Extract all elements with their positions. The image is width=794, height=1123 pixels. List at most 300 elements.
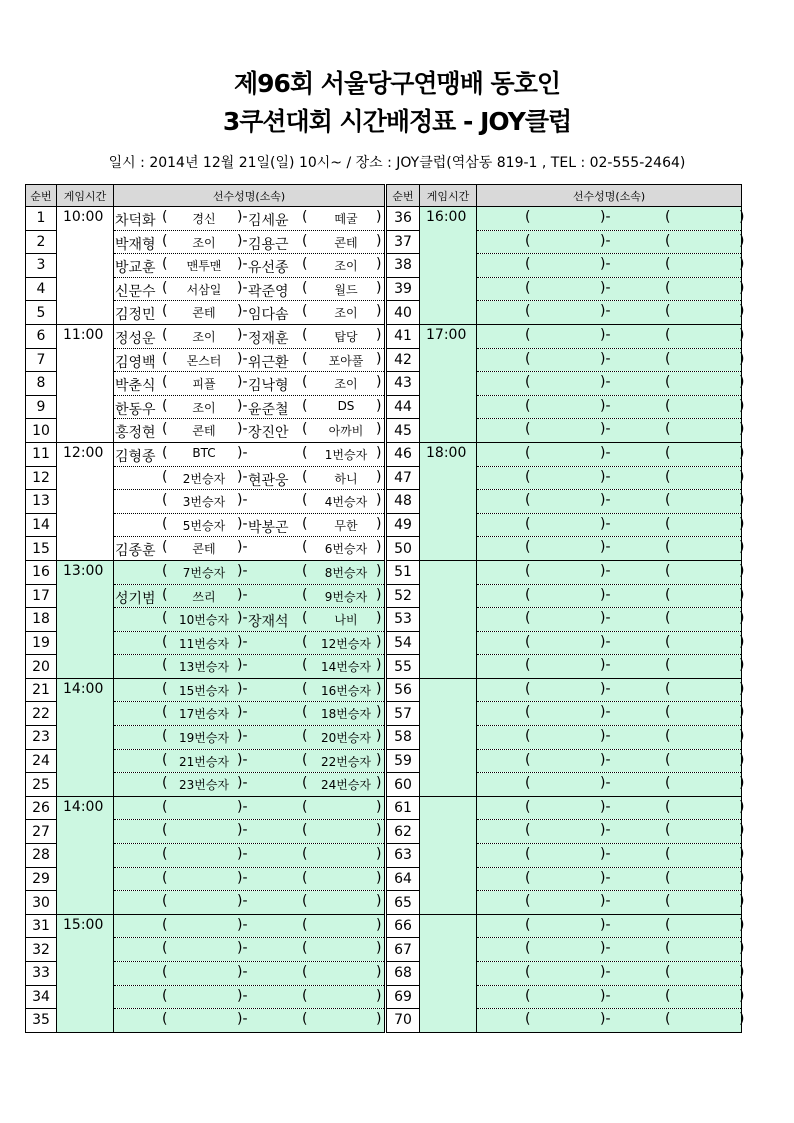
paren-close-dash: )- [600, 397, 611, 414]
paren-open: ( [525, 940, 531, 957]
paren-open: ( [665, 586, 671, 603]
paren-close-dash: )- [600, 916, 611, 933]
player-2-club: 8번승자 [324, 565, 368, 580]
match-cell [114, 820, 385, 844]
match-cell [114, 702, 385, 726]
paren-close-dash: )- [600, 633, 611, 650]
match-cell [114, 419, 385, 443]
paren-open: ( [302, 680, 308, 697]
row-number: 1 [26, 207, 57, 231]
paren-open: ( [665, 940, 671, 957]
player-2-club: 조이 [334, 259, 358, 274]
row-number: 2 [26, 230, 57, 254]
paren-close: ) [739, 940, 745, 957]
paren-open: ( [302, 256, 308, 273]
player-2-club: 24번승자 [320, 778, 372, 793]
paren-open: ( [665, 704, 671, 721]
paren-close-dash: )- [600, 492, 611, 509]
match-cell [114, 844, 385, 868]
paren-open: ( [162, 869, 168, 886]
paren-close: ) [376, 562, 382, 579]
paren-open: ( [302, 562, 308, 579]
paren-open: ( [162, 256, 168, 273]
paren-open: ( [665, 279, 671, 296]
player-2-club: 무한 [334, 518, 358, 533]
match-cell [477, 372, 745, 396]
row-number: 58 [387, 726, 420, 750]
paren-close: ) [376, 586, 382, 603]
paren-close-dash: )- [237, 728, 248, 745]
paren-open: ( [302, 987, 308, 1004]
paren-open: ( [525, 444, 531, 461]
match-cell [477, 702, 745, 726]
paren-close-dash: )- [600, 326, 611, 343]
match-cell [477, 207, 745, 231]
row-number: 59 [387, 749, 420, 773]
paren-close: ) [376, 893, 382, 910]
row-number: 4 [26, 277, 57, 301]
row-number: 39 [387, 277, 420, 301]
paren-open: ( [302, 869, 308, 886]
row-number: 37 [387, 230, 420, 254]
paren-open: ( [665, 728, 671, 745]
paren-close-dash: )- [600, 798, 611, 815]
player-1-club: 경신 [192, 212, 216, 226]
paren-open: ( [665, 397, 671, 414]
paren-open: ( [665, 492, 671, 509]
player-2-club: 하니 [334, 471, 358, 486]
paren-open: ( [665, 515, 671, 532]
match-cell [114, 537, 385, 561]
paren-close: ) [739, 798, 745, 815]
paren-close-dash: )- [237, 350, 248, 367]
player-2-name: 김세윤 [248, 213, 289, 229]
match-cell [114, 513, 385, 537]
paren-open: ( [665, 893, 671, 910]
paren-close-dash: )- [600, 256, 611, 273]
paren-close-dash: )- [237, 515, 248, 532]
paren-open: ( [302, 846, 308, 863]
paren-close: ) [739, 657, 745, 674]
paren-open: ( [302, 775, 308, 792]
paren-open: ( [665, 680, 671, 697]
paren-close: ) [376, 798, 382, 815]
player-2-name: 유선종 [248, 260, 289, 277]
paren-open: ( [525, 209, 531, 225]
match-cell [114, 891, 385, 915]
title-line-1: 제96회 서울당구연맹배 동호인 [234, 69, 560, 98]
paren-open: ( [665, 846, 671, 863]
match-cell [477, 442, 745, 466]
paren-open: ( [665, 350, 671, 367]
paren-open: ( [525, 964, 531, 980]
paren-close-dash: )- [600, 964, 611, 980]
player-1-name: 박춘식 [115, 378, 156, 395]
paren-close: ) [739, 704, 745, 721]
paren-open: ( [665, 964, 671, 980]
game-time: 14:00 [57, 678, 114, 796]
paren-open: ( [525, 562, 531, 579]
match-cell [114, 749, 385, 773]
match-cell [477, 773, 745, 797]
row-number: 22 [26, 702, 57, 726]
paren-open: ( [162, 987, 168, 1004]
paren-open: ( [302, 539, 308, 556]
paren-open: ( [525, 633, 531, 650]
title-line-2: 3쿠션대회 시간배정표 - JOY클럽 [222, 107, 572, 136]
row-number: 64 [387, 867, 420, 891]
player-1-name: 박재형 [115, 236, 156, 253]
match-cell [477, 537, 745, 561]
paren-close: ) [376, 869, 382, 886]
paren-open: ( [162, 468, 168, 485]
paren-close: ) [739, 964, 745, 980]
paren-open: ( [525, 350, 531, 367]
paren-close: ) [739, 846, 745, 863]
match-cell [114, 1009, 385, 1033]
paren-open: ( [162, 610, 168, 627]
table-row [387, 207, 742, 231]
paren-open: ( [525, 586, 531, 603]
row-number: 62 [387, 820, 420, 844]
paren-open: ( [525, 468, 531, 485]
player-2-club: 9번승자 [324, 589, 368, 604]
player-1-club: 콘테 [192, 542, 216, 557]
paren-open: ( [525, 822, 531, 839]
player-1-name: 한동우 [115, 401, 156, 418]
paren-close: ) [739, 916, 745, 933]
player-1-name: 정성운 [115, 330, 156, 347]
player-1-club: 조이 [192, 235, 216, 250]
player-2-name: 김용근 [248, 236, 289, 253]
row-number: 32 [26, 938, 57, 962]
paren-close-dash: )- [237, 869, 248, 886]
player-1-club: 3번승자 [182, 495, 226, 510]
player-2-name: 위근환 [248, 354, 289, 371]
paren-open: ( [162, 562, 168, 579]
paren-close: ) [739, 893, 745, 910]
paren-close-dash: )- [600, 680, 611, 697]
row-number: 24 [26, 749, 57, 773]
match-cell [114, 678, 385, 702]
header-time: 게임시간 [420, 185, 477, 207]
paren-open: ( [665, 209, 671, 225]
paren-close-dash: )- [237, 374, 248, 391]
paren-open: ( [525, 492, 531, 509]
event-info: 일시 : 2014년 12월 21일(일) 10시~ / 장소 : JOY클럽(역삼동 819-1 , TEL : 02-555-2464) [108, 155, 686, 171]
paren-close: ) [376, 444, 382, 461]
table-row [387, 324, 742, 348]
player-1-club: 2번승자 [182, 471, 226, 486]
paren-close: ) [376, 704, 382, 721]
paren-close: ) [376, 492, 382, 509]
schedule-table-left [25, 184, 385, 1033]
row-number: 69 [387, 985, 420, 1009]
player-1-club: 콘테 [192, 306, 216, 321]
paren-open: ( [302, 798, 308, 815]
player-2-club: 18번승자 [320, 707, 372, 722]
row-number: 27 [26, 820, 57, 844]
match-cell [114, 395, 385, 419]
paren-close-dash: )- [600, 704, 611, 721]
paren-open: ( [525, 539, 531, 556]
player-2-name: 임다솜 [248, 307, 289, 324]
row-number: 65 [387, 891, 420, 915]
row-number: 68 [387, 962, 420, 986]
paren-close-dash: )- [237, 822, 248, 839]
paren-open: ( [525, 846, 531, 863]
paren-close: ) [376, 680, 382, 697]
match-cell [114, 608, 385, 632]
header-num: 순번 [26, 185, 57, 207]
row-number: 18 [26, 608, 57, 632]
table-row [26, 796, 385, 820]
paren-close: ) [739, 539, 745, 556]
paren-open: ( [302, 751, 308, 768]
paren-open: ( [162, 893, 168, 910]
paren-open: ( [665, 326, 671, 343]
paren-close: ) [376, 350, 382, 367]
paren-close: ) [376, 964, 382, 980]
paren-open: ( [162, 209, 168, 225]
player-1-club: 조이 [192, 400, 216, 415]
paren-close-dash: )- [600, 209, 611, 225]
schedule-table-right [386, 184, 745, 1033]
match-cell [477, 726, 745, 750]
match-cell [477, 230, 745, 254]
row-number: 51 [387, 560, 420, 584]
paren-open: ( [525, 303, 531, 320]
game-time: 10:00 [57, 207, 114, 325]
paren-open: ( [665, 256, 671, 273]
player-1-club: 콘테 [192, 424, 216, 439]
player-2-club: 조이 [334, 377, 358, 392]
paren-open: ( [302, 633, 308, 650]
paren-open: ( [162, 492, 168, 509]
player-2-name: 장재석 [248, 614, 289, 631]
row-number: 15 [26, 537, 57, 561]
paren-close: ) [376, 421, 382, 438]
paren-close: ) [376, 279, 382, 296]
paren-open: ( [525, 279, 531, 296]
paren-open: ( [525, 610, 531, 627]
match-cell [477, 608, 745, 632]
paren-close: ) [739, 397, 745, 414]
paren-open: ( [525, 728, 531, 745]
paren-open: ( [525, 893, 531, 910]
row-number: 6 [26, 324, 57, 348]
table-row [26, 324, 385, 348]
table-row [387, 914, 742, 938]
match-cell [477, 678, 745, 702]
row-number: 19 [26, 631, 57, 655]
paren-open: ( [302, 1011, 308, 1028]
paren-close: ) [739, 869, 745, 886]
row-number: 16 [26, 560, 57, 584]
table-row [26, 678, 385, 702]
paren-close: ) [739, 680, 745, 697]
paren-close-dash: )- [600, 421, 611, 438]
paren-open: ( [302, 468, 308, 485]
player-1-club: 7번승자 [182, 565, 226, 580]
player-2-club: 콘테 [334, 235, 358, 250]
player-1-name: 성기범 [115, 590, 156, 607]
paren-open: ( [162, 350, 168, 367]
game-time [420, 914, 477, 1032]
row-number: 13 [26, 490, 57, 514]
table-row [26, 442, 385, 466]
player-1-club: 10번승자 [178, 613, 230, 628]
row-number: 23 [26, 726, 57, 750]
row-number: 60 [387, 773, 420, 797]
row-number: 43 [387, 372, 420, 396]
paren-close-dash: )- [237, 798, 248, 815]
player-2-name: 김낙형 [248, 378, 289, 395]
row-number: 10 [26, 419, 57, 443]
paren-close: ) [739, 610, 745, 627]
paren-close: ) [739, 326, 745, 343]
paren-open: ( [302, 728, 308, 745]
table-row [387, 678, 742, 702]
player-2-club: DS [337, 398, 355, 413]
paren-open: ( [665, 539, 671, 556]
player-1-club: 13번승자 [178, 660, 230, 675]
row-number: 63 [387, 844, 420, 868]
match-cell [114, 726, 385, 750]
paren-close: ) [739, 1011, 745, 1028]
paren-close-dash: )- [237, 232, 248, 249]
row-number: 28 [26, 844, 57, 868]
paren-open: ( [302, 232, 308, 249]
player-2-club: 14번승자 [320, 660, 372, 675]
table-row [387, 442, 742, 466]
paren-close: ) [376, 728, 382, 745]
paren-close: ) [376, 468, 382, 485]
paren-close: ) [739, 350, 745, 367]
paren-close: ) [739, 728, 745, 745]
row-number: 29 [26, 867, 57, 891]
paren-close: ) [739, 421, 745, 438]
row-number: 42 [387, 348, 420, 372]
player-1-club: 19번승자 [178, 731, 230, 746]
paren-open: ( [162, 421, 168, 438]
row-number: 40 [387, 301, 420, 325]
paren-open: ( [525, 775, 531, 792]
player-2-club: 조이 [334, 306, 358, 321]
paren-open: ( [302, 209, 308, 225]
paren-close: ) [376, 232, 382, 249]
paren-close: ) [739, 374, 745, 391]
paren-open: ( [665, 798, 671, 815]
paren-open: ( [665, 374, 671, 391]
paren-open: ( [665, 869, 671, 886]
match-cell [114, 324, 385, 348]
paren-open: ( [525, 916, 531, 933]
paren-open: ( [162, 775, 168, 792]
paren-close-dash: )- [600, 775, 611, 792]
paren-close: ) [376, 515, 382, 532]
player-2-club: 6번승자 [324, 542, 368, 557]
player-1-name: 김영백 [115, 354, 156, 371]
paren-close-dash: )- [237, 704, 248, 721]
player-1-name: 김종훈 [115, 543, 156, 560]
paren-close: ) [376, 751, 382, 768]
game-time: 11:00 [57, 324, 114, 442]
player-1-club: 5번승자 [182, 518, 226, 533]
match-cell [477, 584, 745, 608]
paren-close-dash: )- [600, 232, 611, 249]
paren-open: ( [665, 751, 671, 768]
paren-open: ( [525, 680, 531, 697]
row-number: 46 [387, 442, 420, 466]
paren-open: ( [302, 515, 308, 532]
match-cell [477, 254, 745, 278]
paren-open: ( [665, 1011, 671, 1028]
paren-open: ( [665, 303, 671, 320]
paren-close: ) [739, 492, 745, 509]
paren-close-dash: )- [237, 916, 248, 933]
row-number: 56 [387, 678, 420, 702]
paren-close-dash: )- [237, 633, 248, 650]
paren-close-dash: )- [600, 822, 611, 839]
player-1-club: 쓰리 [192, 589, 216, 604]
game-time: 15:00 [57, 914, 114, 1032]
paren-close-dash: )- [600, 728, 611, 745]
paren-close: ) [739, 468, 745, 485]
paren-close: ) [376, 1011, 382, 1028]
player-2-name: 정재훈 [248, 330, 289, 347]
match-cell [477, 867, 745, 891]
paren-close-dash: )- [237, 397, 248, 414]
row-number: 9 [26, 395, 57, 419]
match-cell [477, 419, 745, 443]
paren-open: ( [302, 704, 308, 721]
row-number: 38 [387, 254, 420, 278]
paren-open: ( [162, 633, 168, 650]
game-time: 17:00 [420, 324, 477, 442]
paren-close-dash: )- [237, 303, 248, 320]
paren-open: ( [162, 751, 168, 768]
row-number: 11 [26, 442, 57, 466]
paren-open: ( [162, 822, 168, 839]
paren-open: ( [302, 421, 308, 438]
paren-close: ) [376, 657, 382, 674]
table-row [26, 914, 385, 938]
paren-close-dash: )- [237, 610, 248, 627]
match-cell [477, 962, 745, 986]
paren-open: ( [665, 421, 671, 438]
paren-close: ) [739, 822, 745, 839]
paren-open: ( [525, 704, 531, 721]
paren-close-dash: )- [237, 492, 248, 509]
paren-close: ) [739, 279, 745, 296]
row-number: 61 [387, 796, 420, 820]
player-1-name: 김정민 [115, 307, 156, 324]
row-number: 48 [387, 490, 420, 514]
paren-close: ) [739, 586, 745, 603]
paren-close-dash: )- [600, 869, 611, 886]
paren-open: ( [302, 326, 308, 343]
paren-close-dash: )- [237, 846, 248, 863]
row-number: 30 [26, 891, 57, 915]
row-number: 44 [387, 395, 420, 419]
game-time: 14:00 [57, 796, 114, 914]
table-row [26, 207, 385, 231]
match-cell [477, 631, 745, 655]
player-1-name: 차덕화 [115, 213, 156, 229]
paren-close-dash: )- [237, 279, 248, 296]
paren-close-dash: )- [600, 279, 611, 296]
